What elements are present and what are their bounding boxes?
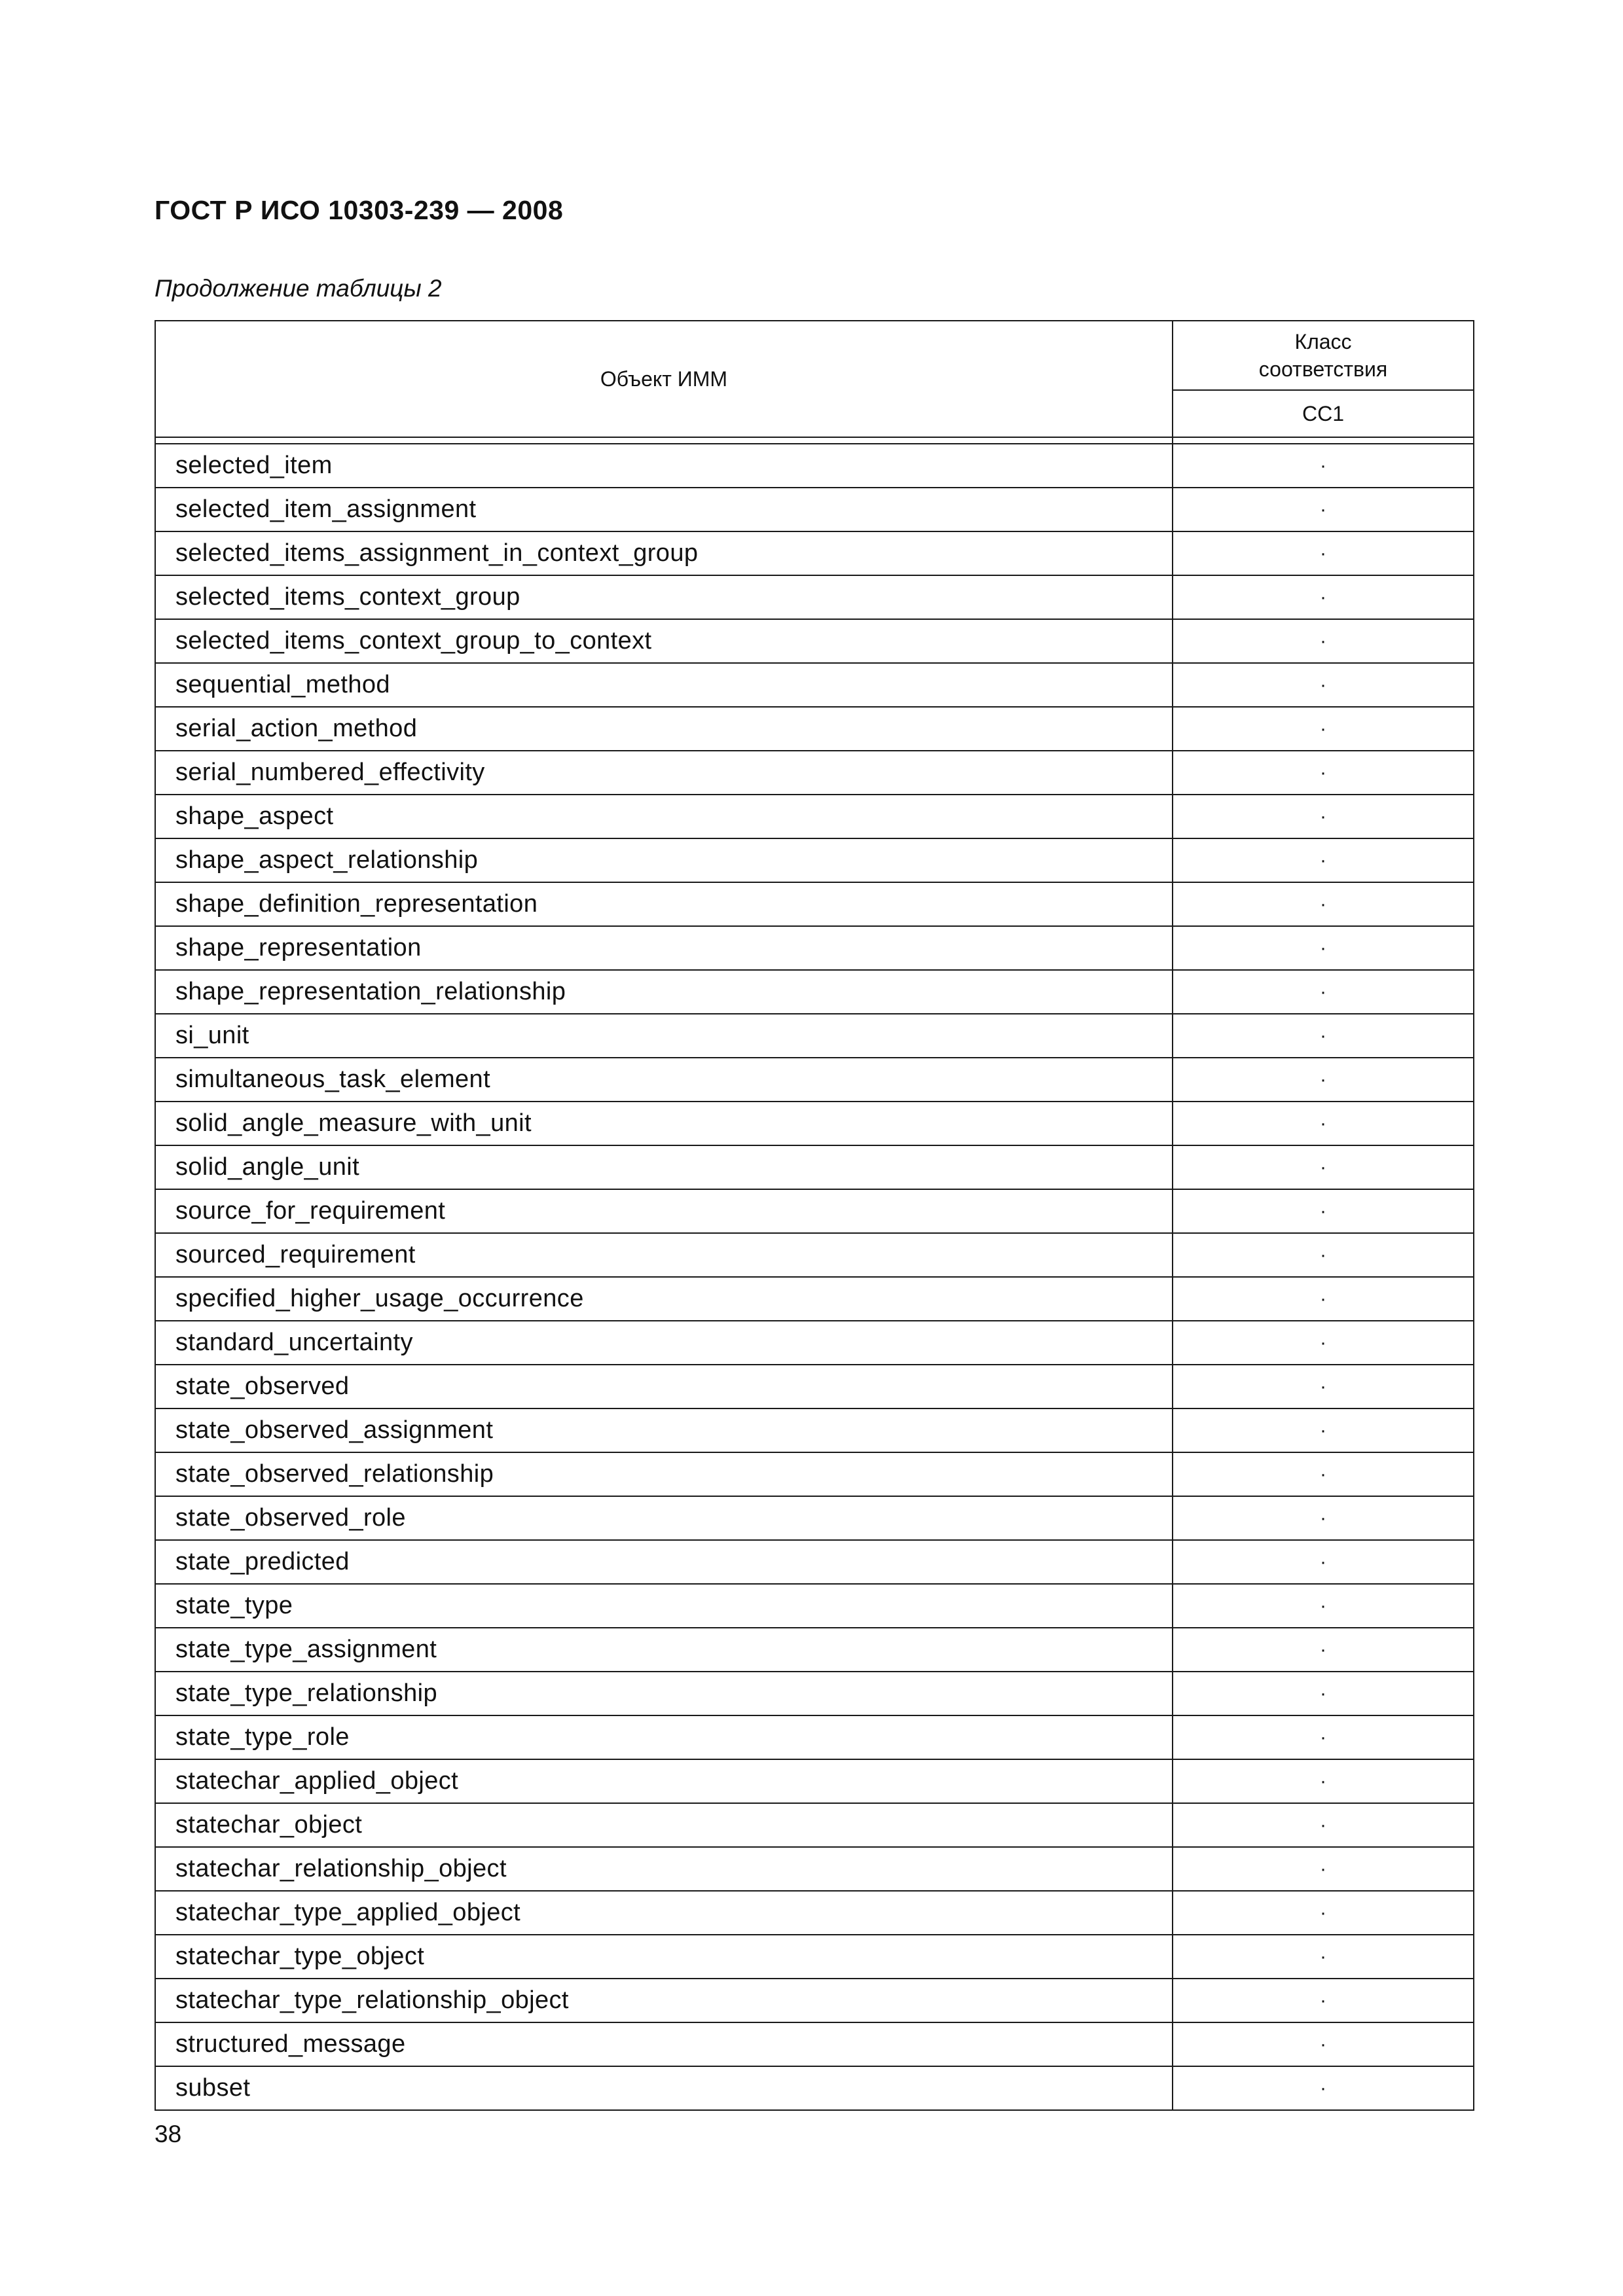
object-name-cell: state_type_assignment <box>155 1628 1173 1672</box>
conformance-mark-cell: · <box>1173 531 1474 575</box>
object-name-cell: subset <box>155 2066 1173 2110</box>
table-row <box>155 1321 1474 1365</box>
table-row <box>155 1803 1474 1847</box>
table-row <box>155 1102 1474 1145</box>
object-name-cell: shape_aspect <box>155 795 1173 838</box>
conformance-mark-cell: · <box>1173 1584 1474 1628</box>
object-name-cell: sequential_method <box>155 663 1173 707</box>
table-row <box>155 751 1474 795</box>
object-name-cell: serial_action_method <box>155 707 1173 751</box>
table-row <box>155 1847 1474 1891</box>
object-name-cell: state_type_role <box>155 1715 1173 1759</box>
conformance-table <box>155 320 1474 2111</box>
object-name-cell: selected_items_assignment_in_context_group <box>155 531 1173 575</box>
object-name-cell: statechar_type_relationship_object <box>155 1979 1173 2022</box>
table-row <box>155 1277 1474 1321</box>
object-name-cell: statechar_applied_object <box>155 1759 1173 1803</box>
table-row <box>155 1715 1474 1759</box>
conformance-mark-cell: · <box>1173 838 1474 882</box>
conformance-mark-cell: · <box>1173 795 1474 838</box>
conformance-mark-cell: · <box>1173 751 1474 795</box>
object-name-cell: shape_representation <box>155 926 1173 970</box>
table-row <box>155 926 1474 970</box>
page-number: 38 <box>155 2121 182 2147</box>
object-name-cell: shape_aspect_relationship <box>155 838 1173 882</box>
table-row <box>155 1672 1474 1715</box>
table-row <box>155 1496 1474 1540</box>
conformance-mark-cell: · <box>1173 1014 1474 1058</box>
conformance-mark-cell: · <box>1173 2066 1474 2110</box>
object-name-cell: selected_items_context_group <box>155 575 1173 619</box>
table-row <box>155 619 1474 663</box>
conformance-mark-cell: · <box>1173 575 1474 619</box>
object-name-cell: statechar_object <box>155 1803 1173 1847</box>
object-name-cell: shape_definition_representation <box>155 882 1173 926</box>
conformance-mark-cell: · <box>1173 2022 1474 2066</box>
table-row <box>155 838 1474 882</box>
object-name-cell: specified_higher_usage_occurrence <box>155 1277 1173 1321</box>
column-header-class <box>1173 321 1474 390</box>
header-separator <box>155 437 1474 444</box>
conformance-mark-cell: · <box>1173 1979 1474 2022</box>
object-name-cell: solid_angle_unit <box>155 1145 1173 1189</box>
conformance-mark-cell: · <box>1173 1847 1474 1891</box>
conformance-mark-cell: · <box>1173 1935 1474 1979</box>
conformance-mark-cell: · <box>1173 1452 1474 1496</box>
conformance-mark-cell: · <box>1173 488 1474 531</box>
table-row <box>155 795 1474 838</box>
table-caption: Продолжение таблицы 2 <box>155 275 442 302</box>
table-row <box>155 1979 1474 2022</box>
object-name-cell: state_type_relationship <box>155 1672 1173 1715</box>
table-row <box>155 1584 1474 1628</box>
object-name-cell: selected_item_assignment <box>155 488 1173 531</box>
table-row <box>155 1189 1474 1233</box>
object-name-cell: standard_uncertainty <box>155 1321 1173 1365</box>
conformance-mark-cell: · <box>1173 1628 1474 1672</box>
table-header <box>155 321 1474 444</box>
conformance-mark-cell: · <box>1173 707 1474 751</box>
table-row <box>155 1935 1474 1979</box>
table-row <box>155 1628 1474 1672</box>
object-name-cell: solid_angle_measure_with_unit <box>155 1102 1173 1145</box>
document-title: ГОСТ Р ИСО 10303-239 — 2008 <box>155 195 564 225</box>
conformance-mark-cell: · <box>1173 1803 1474 1847</box>
conformance-mark-cell: · <box>1173 1759 1474 1803</box>
conformance-mark-cell: · <box>1173 1277 1474 1321</box>
conformance-mark-cell: · <box>1173 1891 1474 1935</box>
table-body <box>155 444 1474 2110</box>
conformance-mark-cell: · <box>1173 619 1474 663</box>
column-header-class-line2: соответствия <box>1258 357 1388 381</box>
conformance-mark-cell: · <box>1173 1189 1474 1233</box>
table-row <box>155 575 1474 619</box>
object-name-cell: state_type <box>155 1584 1173 1628</box>
object-name-cell: si_unit <box>155 1014 1173 1058</box>
conformance-mark-cell: · <box>1173 1321 1474 1365</box>
conformance-mark-cell: · <box>1173 1672 1474 1715</box>
table-row <box>155 1759 1474 1803</box>
conformance-mark-cell: · <box>1173 1233 1474 1277</box>
conformance-mark-cell: · <box>1173 1365 1474 1408</box>
conformance-mark-cell: · <box>1173 444 1474 488</box>
object-name-cell: statechar_type_applied_object <box>155 1891 1173 1935</box>
object-name-cell: serial_numbered_effectivity <box>155 751 1173 795</box>
conformance-mark-cell: · <box>1173 1496 1474 1540</box>
object-name-cell: statechar_type_object <box>155 1935 1173 1979</box>
column-header-cc1: CC1 <box>1173 390 1474 437</box>
table-row <box>155 2066 1474 2110</box>
conformance-mark-cell: · <box>1173 1408 1474 1452</box>
table-row <box>155 1058 1474 1102</box>
table-row <box>155 970 1474 1014</box>
column-header-object: Объект ИММ <box>155 321 1173 437</box>
object-name-cell: selected_items_context_group_to_context <box>155 619 1173 663</box>
table-row <box>155 1365 1474 1408</box>
object-name-cell: state_observed <box>155 1365 1173 1408</box>
conformance-mark-cell: · <box>1173 882 1474 926</box>
object-name-cell: source_for_requirement <box>155 1189 1173 1233</box>
conformance-mark-cell: · <box>1173 926 1474 970</box>
table-row <box>155 1014 1474 1058</box>
table-row <box>155 1452 1474 1496</box>
table-row <box>155 1540 1474 1584</box>
object-name-cell: simultaneous_task_element <box>155 1058 1173 1102</box>
object-name-cell: statechar_relationship_object <box>155 1847 1173 1891</box>
object-name-cell: structured_message <box>155 2022 1173 2066</box>
table-row <box>155 2022 1474 2066</box>
conformance-mark-cell: · <box>1173 1145 1474 1189</box>
table-row <box>155 488 1474 531</box>
object-name-cell: state_predicted <box>155 1540 1173 1584</box>
object-name-cell: sourced_requirement <box>155 1233 1173 1277</box>
column-header-class-line1: Класс <box>1294 330 1352 353</box>
object-name-cell: state_observed_assignment <box>155 1408 1173 1452</box>
conformance-mark-cell: · <box>1173 1540 1474 1584</box>
table-row <box>155 707 1474 751</box>
conformance-mark-cell: · <box>1173 970 1474 1014</box>
table-row <box>155 663 1474 707</box>
object-name-cell: shape_representation_relationship <box>155 970 1173 1014</box>
table-row <box>155 1408 1474 1452</box>
object-name-cell: selected_item <box>155 444 1173 488</box>
object-name-cell: state_observed_relationship <box>155 1452 1173 1496</box>
table-row <box>155 882 1474 926</box>
table-row <box>155 531 1474 575</box>
table-row <box>155 444 1474 488</box>
table-row <box>155 1891 1474 1935</box>
object-name-cell: state_observed_role <box>155 1496 1173 1540</box>
conformance-mark-cell: · <box>1173 1715 1474 1759</box>
conformance-mark-cell: · <box>1173 663 1474 707</box>
table-row <box>155 1233 1474 1277</box>
table-row <box>155 1145 1474 1189</box>
conformance-mark-cell: · <box>1173 1058 1474 1102</box>
conformance-mark-cell: · <box>1173 1102 1474 1145</box>
